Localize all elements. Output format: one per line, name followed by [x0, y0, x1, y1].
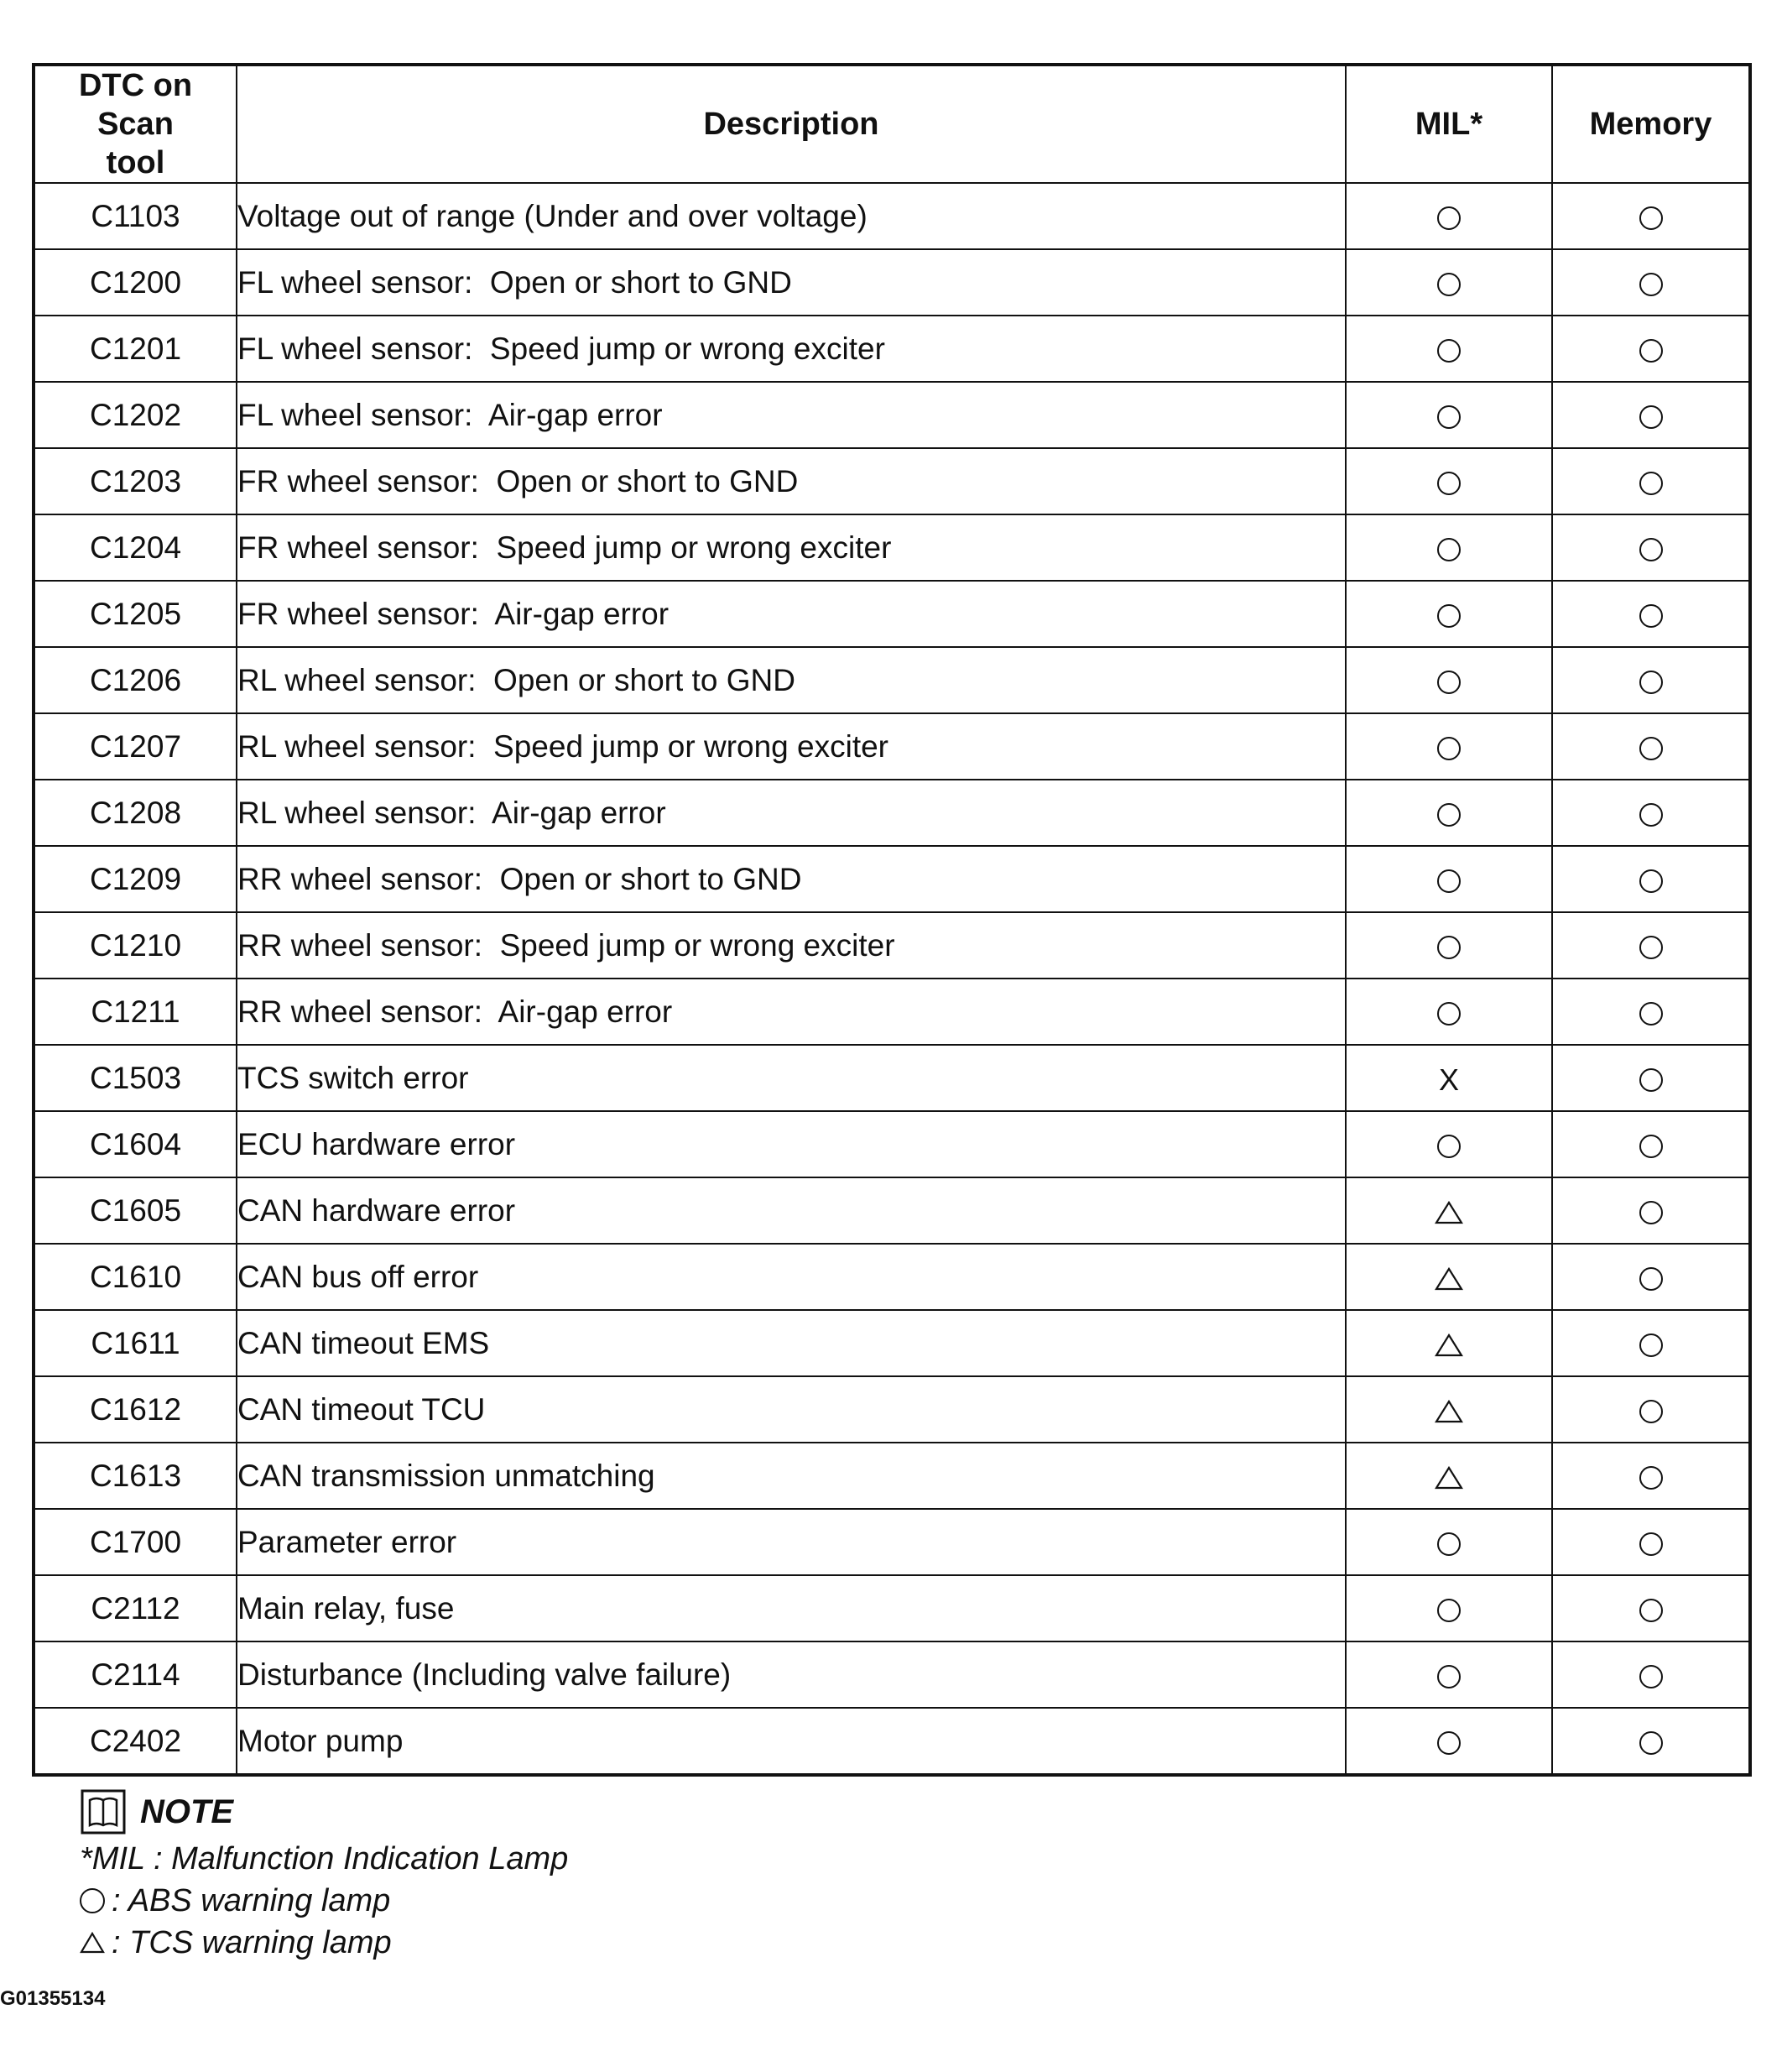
- table-row: [34, 1310, 1750, 1376]
- dtc-code: C2402: [34, 1708, 237, 1775]
- circle-icon: [1639, 1068, 1663, 1092]
- circle-icon: [1639, 472, 1663, 495]
- circle-icon: [1639, 1002, 1663, 1026]
- legend-abs-text: : ABS warning lamp: [112, 1883, 391, 1918]
- dtc-code: C1700: [34, 1509, 237, 1575]
- dtc-description: RL wheel sensor: Speed jump or wrong exciter: [237, 713, 1346, 780]
- memory-cell: [1552, 1244, 1750, 1310]
- memory-cell: [1552, 979, 1750, 1045]
- circle-icon: [1437, 1135, 1461, 1158]
- circle-icon: [1639, 1333, 1663, 1357]
- dtc-description: ECU hardware error: [237, 1111, 1346, 1177]
- table-row: [34, 1177, 1750, 1244]
- dtc-code: C1200: [34, 249, 237, 316]
- table-row: [34, 1045, 1750, 1111]
- circle-icon: [1639, 339, 1663, 363]
- dtc-description: FR wheel sensor: Air-gap error: [237, 581, 1346, 647]
- circle-icon: [1437, 538, 1461, 561]
- dtc-code: C2112: [34, 1575, 237, 1641]
- note-header: [80, 1786, 568, 1838]
- memory-cell: [1552, 1575, 1750, 1641]
- memory-cell: [1552, 1641, 1750, 1708]
- dtc-description: Motor pump: [237, 1708, 1346, 1775]
- table-row: [34, 647, 1750, 713]
- dtc-description: CAN transmission unmatching: [237, 1443, 1346, 1509]
- mil-cell: [1346, 979, 1552, 1045]
- dtc-description: TCS switch error: [237, 1045, 1346, 1111]
- mil-cell: [1346, 1376, 1552, 1443]
- mil-cell: [1346, 1708, 1552, 1775]
- mil-cell: [1346, 1111, 1552, 1177]
- mil-definition: *MIL : Malfunction Indication Lamp: [80, 1841, 569, 1876]
- header-description: Description: [237, 65, 1346, 183]
- circle-icon: [1437, 472, 1461, 495]
- dtc-description: FL wheel sensor: Speed jump or wrong exciter: [237, 316, 1346, 382]
- circle-icon: [1437, 936, 1461, 959]
- circle-icon: [1437, 604, 1461, 628]
- memory-cell: [1552, 183, 1750, 249]
- dtc-code: C1204: [34, 514, 237, 581]
- circle-icon: [1437, 671, 1461, 694]
- circle-icon: [1639, 1532, 1663, 1556]
- table-row: [34, 249, 1750, 316]
- header-mil: MIL*: [1346, 65, 1552, 183]
- dtc-description: RR wheel sensor: Speed jump or wrong exciter: [237, 912, 1346, 979]
- header-memory: Memory: [1552, 65, 1750, 183]
- note-title: NOTE: [140, 1793, 234, 1830]
- table-row: [34, 382, 1750, 448]
- triangle-icon: [1435, 1466, 1463, 1490]
- memory-cell: [1552, 713, 1750, 780]
- circle-icon: [1639, 206, 1663, 230]
- circle-icon: [1639, 273, 1663, 296]
- mil-cell: [1346, 1244, 1552, 1310]
- header-row: [34, 65, 1750, 183]
- memory-cell: [1552, 1376, 1750, 1443]
- table-row: [34, 1376, 1750, 1443]
- table-row: [34, 1708, 1750, 1775]
- mil-cell: [1346, 647, 1552, 713]
- table-row: [34, 780, 1750, 846]
- circle-icon: [1639, 604, 1663, 628]
- circle-icon: [1639, 405, 1663, 429]
- mil-cell: [1346, 1641, 1552, 1708]
- mil-cell: [1346, 713, 1552, 780]
- header-dtc-code: DTC on Scan tool: [34, 65, 237, 183]
- dtc-code: C1211: [34, 979, 237, 1045]
- circle-icon: [1639, 1201, 1663, 1224]
- mil-cell: [1346, 1310, 1552, 1376]
- memory-cell: [1552, 382, 1750, 448]
- dtc-code: C1613: [34, 1443, 237, 1509]
- circle-icon: [1437, 339, 1461, 363]
- table-row: [34, 316, 1750, 382]
- memory-cell: [1552, 581, 1750, 647]
- triangle-icon: [1435, 1333, 1463, 1357]
- dtc-code: C1610: [34, 1244, 237, 1310]
- table-row: [34, 448, 1750, 514]
- mil-cell: [1346, 1177, 1552, 1244]
- table-row: [34, 1575, 1750, 1641]
- dtc-code: C1103: [34, 183, 237, 249]
- circle-icon: [1437, 803, 1461, 827]
- dtc-description: RR wheel sensor: Air-gap error: [237, 979, 1346, 1045]
- table-row: [34, 1244, 1750, 1310]
- memory-cell: [1552, 1310, 1750, 1376]
- mil-cell: [1346, 1443, 1552, 1509]
- circle-icon: [1437, 1002, 1461, 1026]
- table-row: [34, 1443, 1750, 1509]
- dtc-code: C1210: [34, 912, 237, 979]
- mil-cell: [1346, 912, 1552, 979]
- dtc-code: C1206: [34, 647, 237, 713]
- circle-icon: [1437, 206, 1461, 230]
- circle-icon: [1437, 869, 1461, 893]
- circle-icon: [1639, 1599, 1663, 1622]
- memory-cell: [1552, 912, 1750, 979]
- circle-icon: [1437, 1665, 1461, 1688]
- circle-icon: [1639, 737, 1663, 760]
- circle-icon: [1639, 1731, 1663, 1755]
- figure-id: G01355134: [0, 1987, 106, 2010]
- memory-cell: [1552, 448, 1750, 514]
- triangle-icon: [1435, 1267, 1463, 1291]
- circle-icon: [80, 1888, 105, 1913]
- memory-cell: [1552, 1708, 1750, 1775]
- circle-icon: [1437, 1599, 1461, 1622]
- circle-icon: [1437, 405, 1461, 429]
- dtc-description: RL wheel sensor: Air-gap error: [237, 780, 1346, 846]
- table-row: [34, 846, 1750, 912]
- table-row: [34, 979, 1750, 1045]
- dtc-description: CAN bus off error: [237, 1244, 1346, 1310]
- table-row: [34, 713, 1750, 780]
- note-section: [80, 1786, 568, 1964]
- table-row: [34, 514, 1750, 581]
- memory-cell: [1552, 1045, 1750, 1111]
- memory-cell: [1552, 1509, 1750, 1575]
- dtc-description: RR wheel sensor: Open or short to GND: [237, 846, 1346, 912]
- dtc-description: FL wheel sensor: Open or short to GND: [237, 249, 1346, 316]
- circle-icon: [1639, 1267, 1663, 1291]
- dtc-code: C1201: [34, 316, 237, 382]
- circle-icon: [1639, 1135, 1663, 1158]
- dtc-table: [32, 63, 1752, 1777]
- memory-cell: [1552, 514, 1750, 581]
- dtc-code: C2114: [34, 1641, 237, 1708]
- circle-icon: [1639, 1665, 1663, 1688]
- table-row: [34, 581, 1750, 647]
- memory-cell: [1552, 1177, 1750, 1244]
- dtc-description: CAN timeout EMS: [237, 1310, 1346, 1376]
- dtc-code: C1202: [34, 382, 237, 448]
- circle-icon: [1437, 1532, 1461, 1556]
- circle-icon: [1639, 803, 1663, 827]
- memory-cell: [1552, 1443, 1750, 1509]
- dtc-code: C1611: [34, 1310, 237, 1376]
- memory-cell: [1552, 780, 1750, 846]
- dtc-code: C1207: [34, 713, 237, 780]
- triangle-icon: [80, 1932, 105, 1954]
- dtc-code: C1203: [34, 448, 237, 514]
- dtc-description: CAN hardware error: [237, 1177, 1346, 1244]
- memory-cell: [1552, 249, 1750, 316]
- mil-cell: [1346, 316, 1552, 382]
- table-body: [34, 183, 1750, 1775]
- mil-cell: [1346, 249, 1552, 316]
- dtc-code: C1605: [34, 1177, 237, 1244]
- legend-tcs-text: : TCS warning lamp: [112, 1925, 392, 1960]
- mil-cell: [1346, 780, 1552, 846]
- dtc-code: C1503: [34, 1045, 237, 1111]
- memory-cell: [1552, 316, 1750, 382]
- circle-icon: [1639, 671, 1663, 694]
- mil-cell: [1346, 183, 1552, 249]
- triangle-icon: [1435, 1201, 1463, 1224]
- memory-cell: [1552, 1111, 1750, 1177]
- mil-cell: [1346, 382, 1552, 448]
- dtc-description: FL wheel sensor: Air-gap error: [237, 382, 1346, 448]
- circle-icon: [1639, 1466, 1663, 1490]
- circle-icon: [1437, 1731, 1461, 1755]
- dtc-code: C1209: [34, 846, 237, 912]
- dtc-code: C1205: [34, 581, 237, 647]
- memory-cell: [1552, 846, 1750, 912]
- dtc-description: FR wheel sensor: Speed jump or wrong exciter: [237, 514, 1346, 581]
- table-row: [34, 912, 1750, 979]
- dtc-code: C1604: [34, 1111, 237, 1177]
- dtc-description: Disturbance (Including valve failure): [237, 1641, 1346, 1708]
- mil-cell: [1346, 1575, 1552, 1641]
- table-row: [34, 1641, 1750, 1708]
- mil-cell: [1346, 846, 1552, 912]
- dtc-description: Parameter error: [237, 1509, 1346, 1575]
- table-row: [34, 183, 1750, 249]
- circle-icon: [1639, 1400, 1663, 1423]
- legend-abs: [80, 1880, 568, 1922]
- circle-icon: [1639, 869, 1663, 893]
- triangle-icon: [1435, 1400, 1463, 1423]
- dtc-description: Main relay, fuse: [237, 1575, 1346, 1641]
- legend-tcs: [80, 1922, 568, 1964]
- dtc-description: CAN timeout TCU: [237, 1376, 1346, 1443]
- dtc-description: Voltage out of range (Under and over voltage): [237, 183, 1346, 249]
- mil-cell: [1346, 514, 1552, 581]
- book-icon: [80, 1788, 127, 1835]
- dtc-code: C1208: [34, 780, 237, 846]
- table-row: [34, 1111, 1750, 1177]
- table-row: [34, 1509, 1750, 1575]
- circle-icon: [1639, 936, 1663, 959]
- circle-icon: [1639, 538, 1663, 561]
- x-mark: X: [1438, 1062, 1459, 1097]
- dtc-description: FR wheel sensor: Open or short to GND: [237, 448, 1346, 514]
- memory-cell: [1552, 647, 1750, 713]
- dtc-code: C1612: [34, 1376, 237, 1443]
- circle-icon: [1437, 737, 1461, 760]
- dtc-description: RL wheel sensor: Open or short to GND: [237, 647, 1346, 713]
- mil-cell: [1346, 1509, 1552, 1575]
- mil-cell: [1346, 1045, 1552, 1111]
- circle-icon: [1437, 273, 1461, 296]
- mil-cell: [1346, 448, 1552, 514]
- mil-cell: [1346, 581, 1552, 647]
